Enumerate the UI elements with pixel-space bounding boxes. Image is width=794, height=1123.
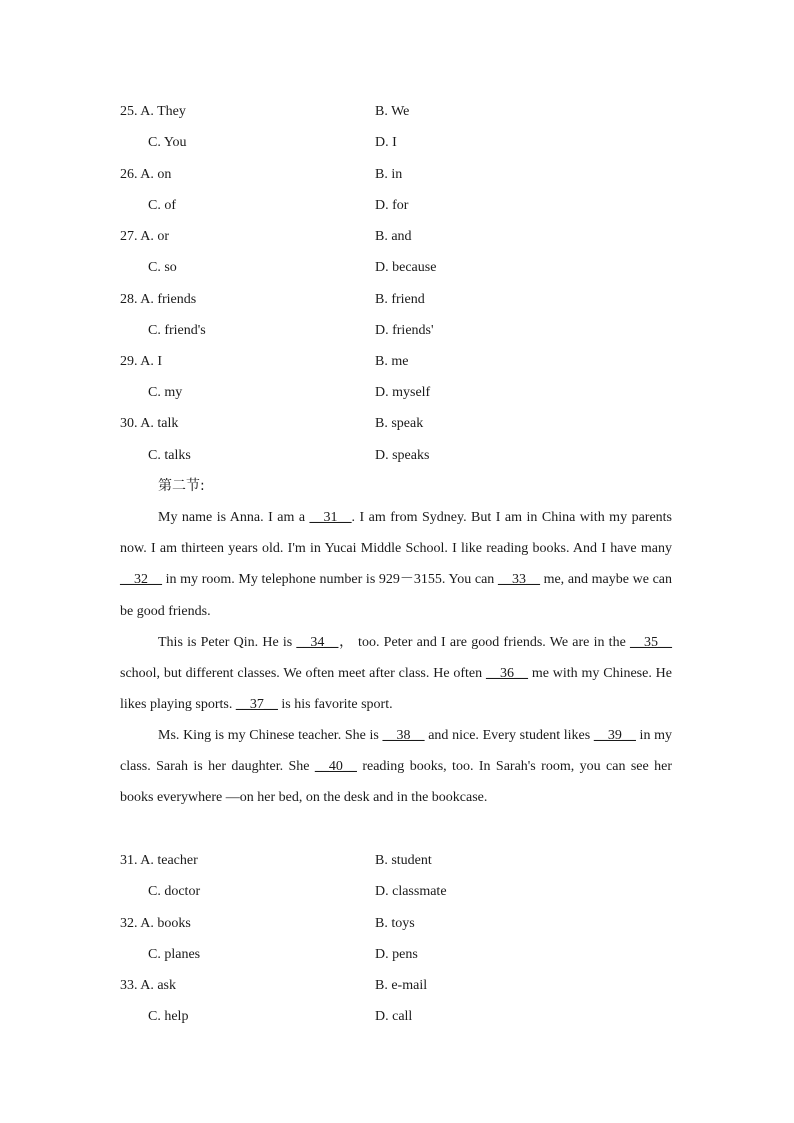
question-row: [0, 414, 794, 434]
question-row: [0, 383, 794, 403]
question-number-a: 25. A. They: [120, 104, 186, 119]
question-row: [0, 133, 794, 153]
passage-paragraph-1: My name is Anna. I am a __31__. I am from Sydney. But I am in China with my parents now. I am thirteen years old. I'm in Yucai Middle School. I like reading books. And I have many __32__ in my room. My telephone number is 929－3155. You can __33__ me, and maybe we can be good friends.: [120, 510, 673, 619]
question-row: [0, 851, 794, 871]
question-row: [0, 196, 794, 216]
option-c: C. talks: [148, 448, 191, 463]
question-number-a: 26. A. on: [120, 167, 172, 182]
question-number-a: 28. A. friends: [120, 292, 197, 307]
blank-32: __32__: [120, 572, 162, 588]
passage-paragraph-3: Ms. King is my Chinese teacher. She is __38__ and nice. Every student likes __39__ in my class. Sarah is her daughter. She __40__ reading books, too. In Sarah's room, you can see her books everywhere —on her bed, on the desk and in the bookcase.: [120, 728, 673, 806]
option-d: D. call: [375, 1009, 413, 1024]
question-row: [0, 1007, 794, 1027]
passage-paragraph-2: This is Peter Qin. He is __34__， too. Peter and I are good friends. We are in the __35__ school, but different classes. We often meet after class. He often __36__ me with my Chinese. He likes playing sports. __37__ is his favorite sport.: [120, 635, 672, 713]
question-number-a: 31. A. teacher: [120, 853, 198, 868]
blank-37: __37__: [235, 697, 278, 713]
option-d: D. speaks: [375, 448, 430, 463]
section-heading: 第二节:: [158, 478, 205, 494]
blank-31: __31__: [309, 510, 352, 525]
option-b: B. and: [375, 229, 412, 244]
question-row: [0, 945, 794, 965]
blank-39: __39__: [593, 728, 636, 743]
question-row: [0, 102, 794, 122]
option-d: D. for: [375, 198, 409, 213]
option-b: B. e-mail: [375, 978, 428, 993]
blank-40: __40__: [314, 759, 357, 775]
option-b: B. student: [375, 853, 432, 868]
option-d: D. classmate: [375, 884, 447, 899]
option-c: C. my: [148, 385, 183, 400]
question-number-a: 32. A. books: [120, 916, 191, 931]
option-d: D. I: [375, 135, 397, 150]
option-c: C. help: [148, 1009, 189, 1024]
blank-33: __33__: [497, 572, 540, 588]
question-number-a: 29. A. I: [120, 354, 162, 369]
question-row: [0, 258, 794, 278]
blank-38: __38__: [382, 728, 425, 743]
option-b: B. in: [375, 167, 403, 182]
blank-35: __35__: [630, 635, 672, 650]
question-row: [0, 446, 794, 466]
option-c: C. doctor: [148, 884, 201, 899]
option-b: B. friend: [375, 292, 425, 307]
question-number-a: 30. A. talk: [120, 416, 179, 431]
option-b: B. We: [375, 104, 410, 119]
option-c: C. You: [148, 135, 187, 150]
option-c: C. so: [148, 260, 177, 275]
option-b: B. me: [375, 354, 409, 369]
option-c: C. of: [148, 198, 176, 213]
question-row: [0, 914, 794, 934]
question-row: [0, 290, 794, 310]
question-number-a: 33. A. ask: [120, 978, 176, 993]
option-b: B. toys: [375, 916, 415, 931]
blank-34: __34__: [296, 635, 339, 650]
question-row: [0, 321, 794, 341]
option-d: D. friends': [375, 323, 434, 338]
question-row: [0, 976, 794, 996]
question-row: [0, 227, 794, 247]
option-d: D. because: [375, 260, 437, 275]
question-row: [0, 165, 794, 185]
blank-36: __36__: [485, 666, 528, 682]
option-c: C. friend's: [148, 323, 206, 338]
question-row: [0, 352, 794, 372]
option-d: D. myself: [375, 385, 431, 400]
question-number-a: 27. A. or: [120, 229, 169, 244]
question-row: [0, 882, 794, 902]
option-c: C. planes: [148, 947, 201, 962]
option-b: B. speak: [375, 416, 424, 431]
option-d: D. pens: [375, 947, 418, 962]
